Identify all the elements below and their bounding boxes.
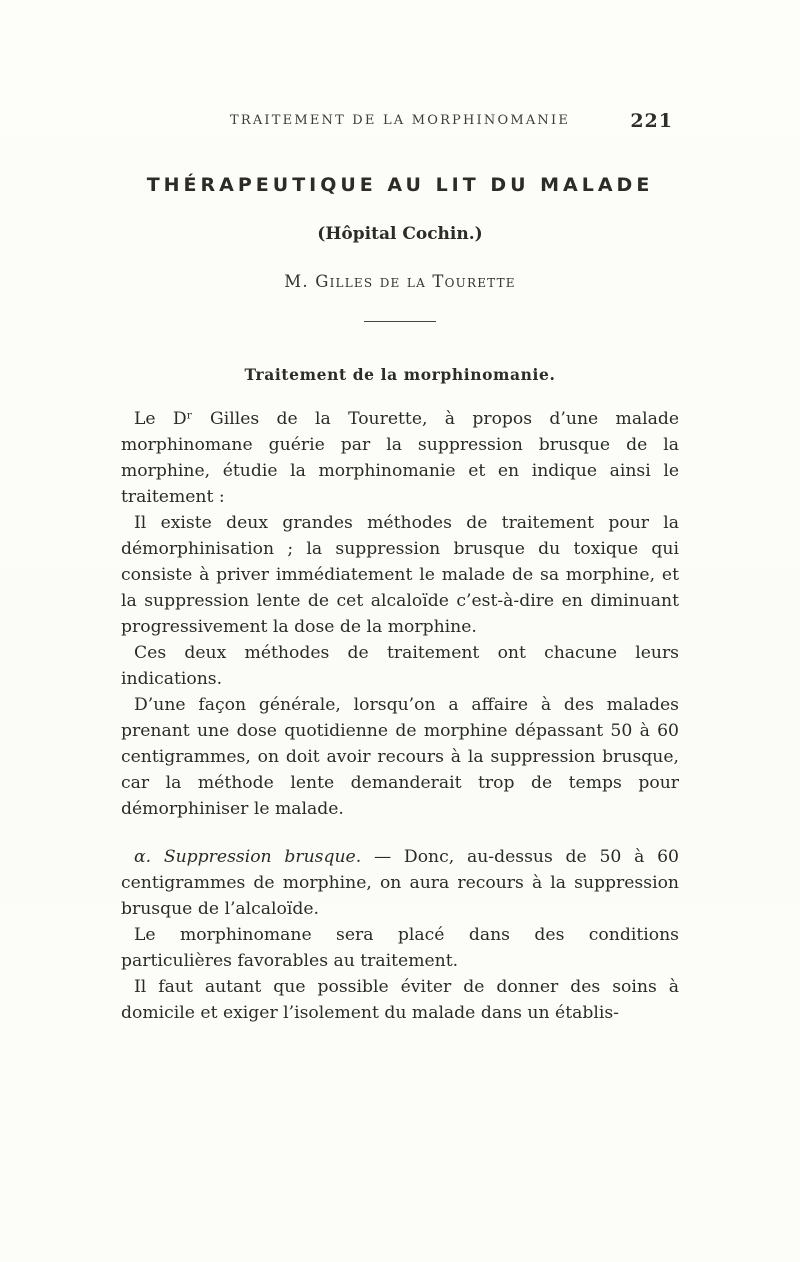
section-heading: Traitement de la morphinomanie.: [244, 365, 556, 384]
running-head-row: [121, 110, 679, 133]
document-title: THÉRAPEUTIQUE AU LIT DU MALADE: [146, 174, 654, 196]
paragraph-6: Le morphinomane sera placé dans des conditions particulières favorables au traitement.: [121, 925, 679, 971]
page-number: 221: [630, 110, 673, 132]
paragraph-7: Il faut autant que possible éviter de donner des soins à domicile et exiger l’isolement du malade dans un établis-: [121, 977, 679, 1023]
paragraph-5-italic-lead: α. Suppression brusque.: [134, 847, 362, 867]
paragraph-5: [121, 844, 679, 922]
paragraph-4: D’une façon générale, lorsqu’on a affaire à des malades prenant une dose quotidienne de morphine dépassant 50 à 60 centigrammes, on doit avoir recours à la suppression brusque, car la méthode lente demanderait trop de temps pour démorphiniser le malade.: [121, 695, 679, 819]
document-subtitle: (Hôpital Cochin.): [317, 224, 483, 244]
body-text: [121, 406, 679, 1026]
paragraph-3: Ces deux méthodes de traitement ont chacune leurs indications.: [121, 643, 679, 689]
author-line: M. Gilles de la Tourette: [284, 272, 516, 291]
paragraph-2: Il existe deux grandes méthodes de traitement pour la démorphinisation ; la suppression brusque du toxique qui consiste à priver immédiatement le malade de sa morphine, et la suppression lente de cet alcaloïde c’est-à-dire en diminuant progressivement la dose de la morphine.: [121, 513, 679, 637]
separator-rule: [364, 321, 436, 322]
paragraph-1: Le Dʳ Gilles de la Tourette, à propos d’une malade morphinomane guérie par la suppression brusque de la morphine, étudie la morphinomanie et en indique ainsi le traitement :: [121, 409, 679, 507]
paragraph-5-text: — Donc, au-dessus de 50 à 60 centigrammes de morphine, on aura recours à la suppression brusque de l’alcaloïde.: [121, 847, 679, 919]
running-head: TRAITEMENT DE LA MORPHINOMANIE: [229, 113, 571, 128]
